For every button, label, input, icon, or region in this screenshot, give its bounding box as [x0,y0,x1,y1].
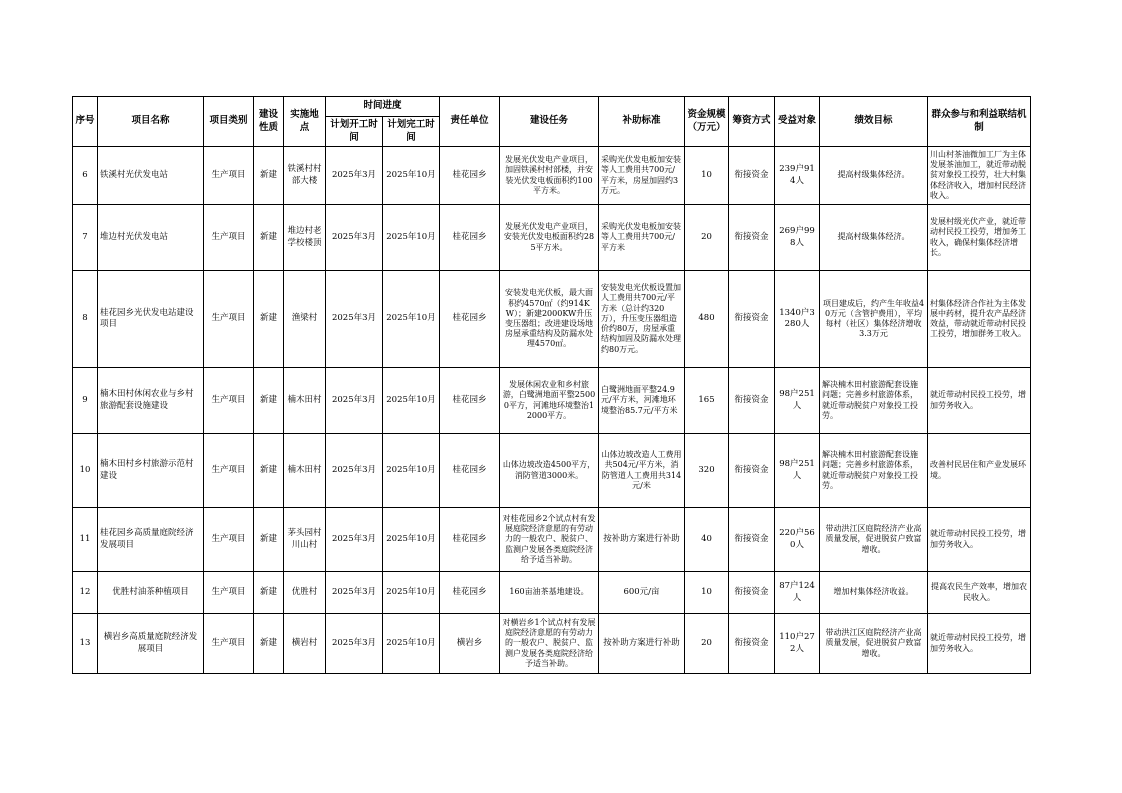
cell-start: 2025年3月 [326,271,383,368]
cell-scale: 20 [685,614,729,674]
cell-unit: 桂花园乡 [440,508,500,572]
cell-name: 优胜村油茶种植项目 [98,572,204,614]
cell-subsidy: 采购光伏发电板加安装等人工费用共700元/平方米，房屋加固约3万元。 [599,147,685,205]
header-mechanism: 群众参与和利益联结机制 [928,97,1031,147]
cell-category: 生产项目 [204,205,254,271]
cell-nature: 新建 [254,205,284,271]
cell-end: 2025年10月 [383,508,440,572]
cell-funding: 衔接资金 [729,614,775,674]
cell-start: 2025年3月 [326,508,383,572]
header-location: 实施地点 [284,97,326,147]
cell-unit: 桂花园乡 [440,572,500,614]
header-subsidy: 补助标准 [599,97,685,147]
header-scale: 资金规模（万元） [685,97,729,147]
cell-end: 2025年10月 [383,434,440,508]
cell-subsidy: 安装发电光伏板设置加人工费用共700元/平方米（总计约320万），升压变压器组造价约80万，房屋承重结构加固及防漏水处理约80万元。 [599,271,685,368]
header-funding: 筹资方式 [729,97,775,147]
cell-location: 铁溪村村部大楼 [284,147,326,205]
cell-name: 堆边村光伏发电站 [98,205,204,271]
project-table [72,96,1031,674]
cell-goal: 带动洪江区庭院经济产业高质量发展，促进脱贫户致富增收。 [820,508,928,572]
cell-category: 生产项目 [204,508,254,572]
cell-goal: 带动洪江区庭院经济产业高质量发展，促进脱贫户致富增收。 [820,614,928,674]
cell-end: 2025年10月 [383,147,440,205]
header-seq: 序号 [73,97,98,147]
cell-scale: 10 [685,572,729,614]
header-end: 计划完工时间 [383,117,440,147]
cell-category: 生产项目 [204,271,254,368]
cell-nature: 新建 [254,508,284,572]
cell-location: 楠木田村 [284,368,326,434]
cell-subsidy: 按补助方案进行补助 [599,614,685,674]
cell-beneficiary: 1340户3280人 [775,271,820,368]
header-task: 建设任务 [500,97,599,147]
cell-location: 横岩村 [284,614,326,674]
cell-start: 2025年3月 [326,205,383,271]
cell-funding: 衔接资金 [729,271,775,368]
cell-start: 2025年3月 [326,147,383,205]
header-category: 项目类别 [204,97,254,147]
cell-category: 生产项目 [204,368,254,434]
cell-mechanism: 就近带动村民投工投劳，增加劳务收入。 [928,614,1031,674]
cell-start: 2025年3月 [326,368,383,434]
cell-task: 对桂花园乡2个试点村有发展庭院经济意愿的有劳动力的一般农户、脱贫户、监测户发展各类庭院经济给予适当补助。 [500,508,599,572]
cell-location: 优胜村 [284,572,326,614]
cell-subsidy: 白鹭洲地面平整24.9元/平方米，河滩地环境整治85.7元/平方米 [599,368,685,434]
cell-seq: 10 [73,434,98,508]
cell-subsidy: 600元/亩 [599,572,685,614]
cell-start: 2025年3月 [326,434,383,508]
cell-mechanism: 改善村民居住和产业发展环境。 [928,434,1031,508]
cell-location: 茅头园村川山村 [284,508,326,572]
header-nature: 建设性质 [254,97,284,147]
cell-seq: 9 [73,368,98,434]
cell-task: 发展光伏发电产业项目，加固铁溪村村部楼，并安装光伏发电板面积约100平方米。 [500,147,599,205]
cell-task: 发展光伏发电产业项目，安装光伏发电板面积约285平方米。 [500,205,599,271]
header-row-1 [73,97,1031,117]
cell-name: 楠木田村乡村旅游示范村建设 [98,434,204,508]
cell-unit: 桂花园乡 [440,368,500,434]
cell-scale: 320 [685,434,729,508]
cell-goal: 提高村级集体经济。 [820,205,928,271]
cell-subsidy: 采购光伏发电板加安装等人工费用共700元/平方米 [599,205,685,271]
table-row [73,572,1031,614]
cell-category: 生产项目 [204,614,254,674]
cell-location: 堆边村老学校楼顶 [284,205,326,271]
cell-task: 安装发电光伏板，最大面积约4570㎡（约914KW）；新建2000KW升压变压器组；改进建设场地房屋承重结构及防漏水处理4570㎡。 [500,271,599,368]
cell-task: 发展休闲农业和乡村旅游，白鹭洲地面平整25000平方，河滩地环境整治12000平方。 [500,368,599,434]
cell-category: 生产项目 [204,147,254,205]
cell-name: 楠木田村休闲农业与乡村旅游配套设施建设 [98,368,204,434]
cell-scale: 40 [685,508,729,572]
cell-subsidy: 山体边坡改造人工费用共504元/平方米，消防管道人工费用共314元/米 [599,434,685,508]
cell-subsidy: 按补助方案进行补助 [599,508,685,572]
cell-unit: 桂花园乡 [440,271,500,368]
cell-end: 2025年10月 [383,614,440,674]
header-unit: 责任单位 [440,97,500,147]
header-time: 时间进度 [326,97,440,117]
cell-seq: 7 [73,205,98,271]
cell-end: 2025年10月 [383,368,440,434]
cell-mechanism: 村集体经济合作社为主体发展中药材，提升农产品经济效益，带动就近带动村民投工投劳，增加群务工收入。 [928,271,1031,368]
cell-name: 横岩乡高质量庭院经济发展项目 [98,614,204,674]
cell-mechanism: 发展村级光伏产业，就近带动村民投工投劳，增加务工收入，确保村集体经济增长。 [928,205,1031,271]
cell-goal: 解决楠木田村旅游配套设施问题；完善乡村旅游体系，就近带动脱贫户对象投工投劳。 [820,368,928,434]
cell-goal: 增加村集体经济收益。 [820,572,928,614]
cell-seq: 11 [73,508,98,572]
cell-start: 2025年3月 [326,614,383,674]
cell-end: 2025年10月 [383,572,440,614]
cell-name: 铁溪村光伏发电站 [98,147,204,205]
cell-location: 楠木田村 [284,434,326,508]
cell-scale: 165 [685,368,729,434]
cell-seq: 12 [73,572,98,614]
cell-nature: 新建 [254,572,284,614]
cell-task: 山体边坡改造4500平方，消防管道3000米。 [500,434,599,508]
cell-unit: 横岩乡 [440,614,500,674]
cell-beneficiary: 98户251人 [775,368,820,434]
cell-beneficiary: 269户998人 [775,205,820,271]
cell-end: 2025年10月 [383,271,440,368]
cell-mechanism: 提高农民生产效率，增加农民收入。 [928,572,1031,614]
cell-category: 生产项目 [204,434,254,508]
cell-scale: 20 [685,205,729,271]
cell-funding: 衔接资金 [729,508,775,572]
cell-funding: 衔接资金 [729,434,775,508]
table-row [73,434,1031,508]
cell-mechanism: 就近带动村民投工投劳，增加劳务收入。 [928,508,1031,572]
table-row [73,271,1031,368]
cell-nature: 新建 [254,147,284,205]
cell-mechanism: 就近带动村民投工投劳，增加劳务收入。 [928,368,1031,434]
cell-beneficiary: 239户914人 [775,147,820,205]
cell-name: 桂花园乡光伏发电站建设项目 [98,271,204,368]
cell-nature: 新建 [254,368,284,434]
table-row [73,147,1031,205]
cell-nature: 新建 [254,614,284,674]
cell-funding: 衔接资金 [729,368,775,434]
header-goal: 绩效目标 [820,97,928,147]
cell-seq: 6 [73,147,98,205]
cell-unit: 桂花园乡 [440,205,500,271]
cell-unit: 桂花园乡 [440,147,500,205]
table-row [73,205,1031,271]
cell-funding: 衔接资金 [729,205,775,271]
cell-end: 2025年10月 [383,205,440,271]
cell-beneficiary: 220户560人 [775,508,820,572]
cell-beneficiary: 98户251人 [775,434,820,508]
cell-seq: 13 [73,614,98,674]
cell-beneficiary: 87户124人 [775,572,820,614]
cell-scale: 10 [685,147,729,205]
cell-nature: 新建 [254,271,284,368]
cell-task: 160亩油茶基地建设。 [500,572,599,614]
header-start: 计划开工时间 [326,117,383,147]
table-row [73,368,1031,434]
cell-seq: 8 [73,271,98,368]
cell-unit: 桂花园乡 [440,434,500,508]
cell-mechanism: 川山村茶油微加工厂为主体发展茶油加工，就近带动脱贫对象投工投劳，壮大村集体经济收入，增加村民经济收入。 [928,147,1031,205]
cell-nature: 新建 [254,434,284,508]
cell-task: 对横岩乡1个试点村有发展庭院经济意愿的有劳动力的一般农户、脱贫户、监测户发展各类庭院经济给予适当补助。 [500,614,599,674]
header-name: 项目名称 [98,97,204,147]
cell-funding: 衔接资金 [729,147,775,205]
cell-location: 渔梁村 [284,271,326,368]
table-row [73,614,1031,674]
cell-category: 生产项目 [204,572,254,614]
cell-name: 桂花园乡高质量庭院经济发展项目 [98,508,204,572]
table-row [73,508,1031,572]
cell-beneficiary: 110户272人 [775,614,820,674]
header-beneficiary: 受益对象 [775,97,820,147]
cell-funding: 衔接资金 [729,572,775,614]
cell-scale: 480 [685,271,729,368]
cell-start: 2025年3月 [326,572,383,614]
project-table-sheet [72,96,1031,674]
cell-goal: 项目建成后，约产生年收益40万元（含管护费用），平均每村（社区）集体经济增收3.3万元 [820,271,928,368]
cell-goal: 解决楠木田村旅游配套设施问题；完善乡村旅游体系，就近带动脱贫户对象投工投劳。 [820,434,928,508]
cell-goal: 提高村级集体经济。 [820,147,928,205]
